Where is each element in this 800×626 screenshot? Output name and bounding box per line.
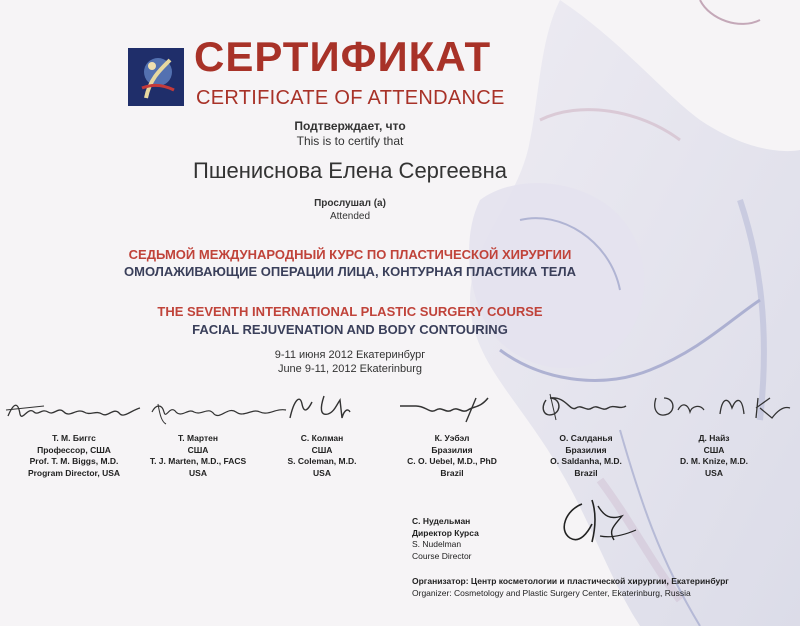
director-name-en: S. Nudelman — [412, 539, 462, 549]
organizer-ru: Организатор: Центр косметологии и пластической хирургии, Екатеринбург — [412, 576, 729, 586]
signatory-name-en: T. J. Marten, M.D., FACS — [149, 456, 247, 466]
certificate-title-ru: СЕРТИФИКАТ — [194, 33, 492, 80]
recipient-name: Пшениснова Елена Сергеевна — [193, 158, 507, 183]
signatory-role-en: USA — [313, 467, 331, 478]
course-date-ru: 9-11 июня 2012 Екатеринбург — [274, 349, 426, 361]
signatory-role-ru: США — [703, 444, 725, 455]
course-subtitle-ru: ОМОЛАЖИВАЮЩИЕ ОПЕРАЦИИ ЛИЦА, КОНТУРНАЯ ПЛАСТИКА ТЕЛА — [124, 264, 576, 279]
organizer-block — [412, 575, 729, 599]
certificate-title-en: CERTIFICATE OF ATTENDANCE — [196, 87, 505, 109]
confirm-text-ru: Подтверждает, что — [294, 119, 406, 133]
course-title-ru: СЕДЬМОЙ МЕЖДУНАРОДНЫЙ КУРС ПО ПЛАСТИЧЕСКОЙ ХИРУРГИИ — [128, 247, 572, 262]
signatory-knize — [644, 433, 784, 479]
organizer-en: Organizer: Cosmetology and Plastic Surgery Center, Ekaterinburg, Russia — [412, 588, 691, 598]
signatory-role-en: Brazil — [574, 467, 598, 478]
signatory-name-en: O. Saldanha, M.D. — [550, 456, 622, 466]
signature-uebel — [396, 392, 496, 426]
signature-saldanha — [536, 390, 628, 424]
signatory-role-ru: США — [311, 444, 333, 455]
signatory-marten — [128, 433, 268, 479]
director-name-ru: С. Нудельман — [412, 516, 471, 526]
course-subtitle-en: FACIAL REJUVENATION AND BODY CONTOURING — [192, 322, 508, 337]
attended-label-en: Attended — [329, 211, 371, 222]
course-director-block — [412, 516, 479, 562]
signatory-name-ru: Д. Найз — [698, 433, 730, 443]
signatory-name-en: Prof. T. M. Biggs, M.D. — [29, 456, 119, 466]
signatory-role-ru: США — [187, 444, 209, 455]
signature-coleman — [284, 390, 354, 424]
signatory-name-ru: О. Салданья — [559, 433, 613, 443]
attended-label-ru: Прослушал (а) — [314, 198, 386, 209]
signature-nudelman — [552, 496, 642, 548]
signature-marten — [148, 396, 288, 426]
signatory-name-ru: К. Уэбэл — [434, 433, 470, 443]
signatory-uebel — [382, 433, 522, 479]
signatory-coleman — [252, 433, 392, 479]
signature-knize — [648, 390, 798, 424]
course-title-en: THE SEVENTH INTERNATIONAL PLASTIC SURGERY COURSE — [157, 304, 543, 319]
signatory-name-ru: Т. Мартен — [178, 433, 218, 443]
signatory-biggs — [4, 433, 144, 479]
signatory-role-en: USA — [705, 467, 723, 478]
signatory-saldanha — [516, 433, 656, 479]
signatory-name-ru: С. Колман — [300, 433, 344, 443]
signatory-role-ru: Бразилия — [565, 444, 607, 455]
signatory-name-en: D. M. Knize, M.D. — [680, 456, 748, 466]
course-date-en: June 9-11, 2012 Ekaterinburg — [277, 363, 423, 375]
signatory-name-en: S. Coleman, M.D. — [287, 456, 357, 466]
signature-biggs — [4, 396, 144, 426]
signatory-name-ru: Т. М. Биггс — [52, 433, 96, 443]
director-role-en: Course Director — [412, 550, 472, 561]
signatory-role-en: USA — [189, 467, 207, 478]
director-role-ru: Директор Курса — [412, 527, 479, 538]
signatory-role-en: Program Director, USA — [27, 467, 121, 478]
confirm-text-en: This is to certify that — [296, 134, 404, 148]
signatory-role-ru: Бразилия — [431, 444, 473, 455]
course-logo — [128, 48, 184, 106]
signatory-role-en: Brazil — [440, 467, 464, 478]
signatory-name-en: C. O. Uebel, M.D., PhD — [407, 456, 497, 466]
signatory-role-ru: Профессор, США — [37, 444, 111, 455]
